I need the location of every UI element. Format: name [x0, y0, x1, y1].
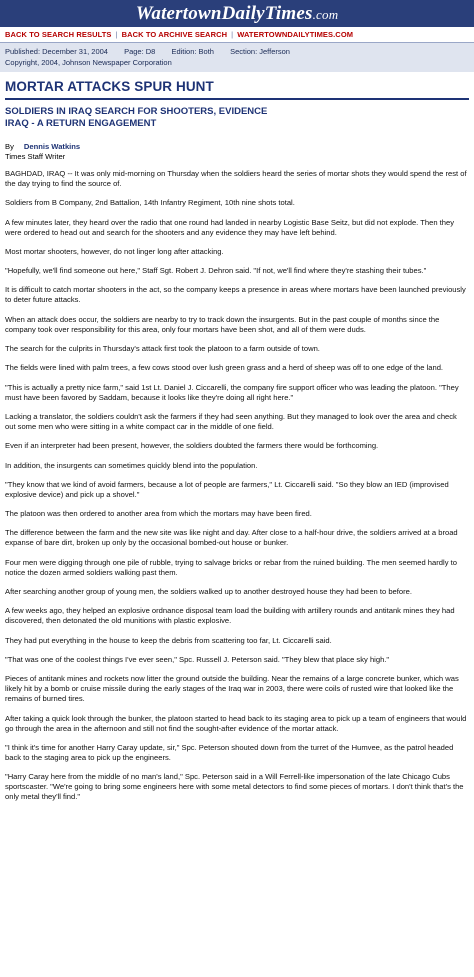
article-paragraph: A few weeks ago, they helped an explosive ordnance disposal team load the building with artillery rounds and antitank mines they had discovered, then detonated the old munitions with plastic explosive.: [5, 606, 455, 626]
nav-separator: |: [115, 30, 118, 39]
article-paragraph: "Hopefully, we'll find someone out here," Staff Sgt. Robert J. Dehron said. "If not, we'll find where they're stashing their tubes.": [5, 266, 427, 276]
back-to-archive-search-link[interactable]: BACK TO ARCHIVE SEARCH: [121, 30, 228, 39]
site-logo[interactable]: WatertownDailyTimes.com: [135, 2, 339, 24]
nav-separator: |: [231, 30, 234, 39]
article-paragraph: "They know that we kind of avoid farmers, because a lot of people are farmers," Lt. Ciccarelli said. "So they blow an IED (improvised explosive device) and pick up a shovel.": [5, 479, 449, 499]
article-headline: MORTAR ATTACKS SPUR HUNT: [5, 79, 214, 94]
article-paragraph: Soldiers from B Company, 2nd Battalion, 14th Infantry Regiment, 10th nine shots total.: [5, 198, 295, 208]
article-paragraph: In addition, the insurgents can sometimes quickly blend into the population.: [5, 460, 258, 470]
article-paragraph: After searching another group of young men, the soldiers walked up to another destroyed house they had been to before.: [5, 587, 412, 597]
article-paragraph: The difference between the farm and the new site was like night and day. After close to a half-hour drive, the soldiers arrived at a broad expanse of bare dirt, broken up only by the occasional bombed-out house or bunker.: [5, 528, 458, 548]
article-paragraph: When an attack does occur, the soldiers are nearby to try to track down the insurgents. But in the past couple of months since the company took over responsibility for this area, only four mortars have been shot, and all of them were duds.: [5, 314, 440, 334]
article-paragraph: After taking a quick look through the bunker, the platoon started to head back to its staging area to pick up a team of engineers that would go through the area in the afternoon and still not find the sought-after evidence of the mortar attack.: [5, 713, 467, 733]
article-subhead: [5, 106, 469, 129]
article-paragraph: A few minutes later, they heard over the radio that one round had landed in nearby Logistic Base Seitz, but did not explode. Then they were ordered to head out and search for the shooters and any evidence they may have left behind.: [5, 217, 455, 237]
edition: Edition: Both: [171, 47, 214, 56]
page-number: Page: D8: [124, 47, 156, 56]
back-to-search-results-link[interactable]: BACK TO SEARCH RESULTS: [5, 30, 112, 39]
article-body: [5, 169, 469, 802]
article-paragraph: Pieces of antitank mines and rockets now litter the ground outside the building. Near the remains of a large concrete bunker, which was likely hit by a bomb or cruise missile during the early stages of the Iraq war in 2003, there were coils of rusted wire that looked like the remains of burned tires.: [5, 674, 459, 704]
article-paragraph: Four men were digging through one pile of rubble, trying to salvage bricks or rebar from the ruined building. The men seemed hardly to notice the dozen armed soldiers walking past them.: [5, 557, 457, 577]
published-date: Published: December 31, 2004: [5, 47, 108, 56]
by-label: By: [5, 142, 14, 151]
article-paragraph: BAGHDAD, IRAQ -- It was only mid-morning on Thursday when the soldiers heard the series of mortar shots they would spend the rest of the day trying to find the source of.: [5, 169, 467, 188]
article-paragraph: "This is actually a pretty nice farm," said 1st Lt. Daniel J. Ciccarelli, the company fire support officer who was leading the platoon. "They must have been favored by Saddam, because it looks like they're doing all right here.": [5, 382, 459, 402]
masthead: [0, 0, 474, 27]
article-meta: [0, 43, 474, 72]
copyright: Copyright, 2004, Johnson Newspaper Corporation: [5, 58, 172, 67]
article-paragraph: The platoon was then ordered to another area from which the mortars may have been fired.: [5, 509, 312, 519]
author-name: Dennis Watkins: [23, 142, 81, 151]
article-paragraph: "Harry Caray here from the middle of no man's land," Spc. Peterson said in a Will Ferrell-like impersonation of the late Chicago Cubs sportscaster. "We're going to bring some engineers here with some metal detectors to find some pieces of mortars. I don't think that's the only metal they'll find.": [5, 772, 464, 802]
article-paragraph: "That was one of the coolest things I've ever seen," Spc. Russell J. Peterson said. "They blew that place sky high.": [5, 654, 390, 664]
subhead-line-2: IRAQ - A RETURN ENGAGEMENT: [5, 117, 157, 129]
article-paragraph: It is difficult to catch mortar shooters in the act, so the company keeps a presence in areas where mortars have been launched previously to deter future attacks.: [5, 285, 466, 305]
section: Section: Jefferson: [230, 47, 290, 56]
article-paragraph: Even if an interpreter had been present, however, the soldiers doubted the farmers there would be forthcoming.: [5, 441, 379, 451]
site-home-link[interactable]: WATERTOWNDAILYTIMES.COM: [237, 30, 354, 39]
subhead-line-1: SOLDIERS IN IRAQ SEARCH FOR SHOOTERS, EVIDENCE: [5, 106, 268, 117]
article-paragraph: The fields were lined with palm trees, a few cows stood over lush green grass and a herd of sheep was off to one edge of the land.: [5, 363, 444, 373]
nav-bar: [0, 27, 474, 43]
headline-divider: [5, 98, 469, 100]
article-paragraph: "I think it's time for another Harry Caray update, sir," Spc. Peterson shouted down from the turret of the Humvee, as the patrol headed back to the staging area to pick up the engineers.: [5, 742, 454, 762]
article-paragraph: Lacking a translator, the soldiers couldn't ask the farmers if they had seen anything. But they managed to look over the area and check out some men who were sitting in a white compact car in the middle of one field.: [5, 411, 457, 431]
article-paragraph: They had put everything in the house to keep the debris from scattering too far, Lt. Ciccarelli said.: [5, 635, 332, 645]
article-paragraph: The search for the culprits in Thursday's attack first took the platoon to a farm outside of town.: [5, 344, 320, 354]
byline: [5, 142, 469, 162]
article-paragraph: Most mortar shooters, however, do not linger long after attacking.: [5, 246, 224, 256]
author-title: Times Staff Writer: [5, 152, 66, 161]
